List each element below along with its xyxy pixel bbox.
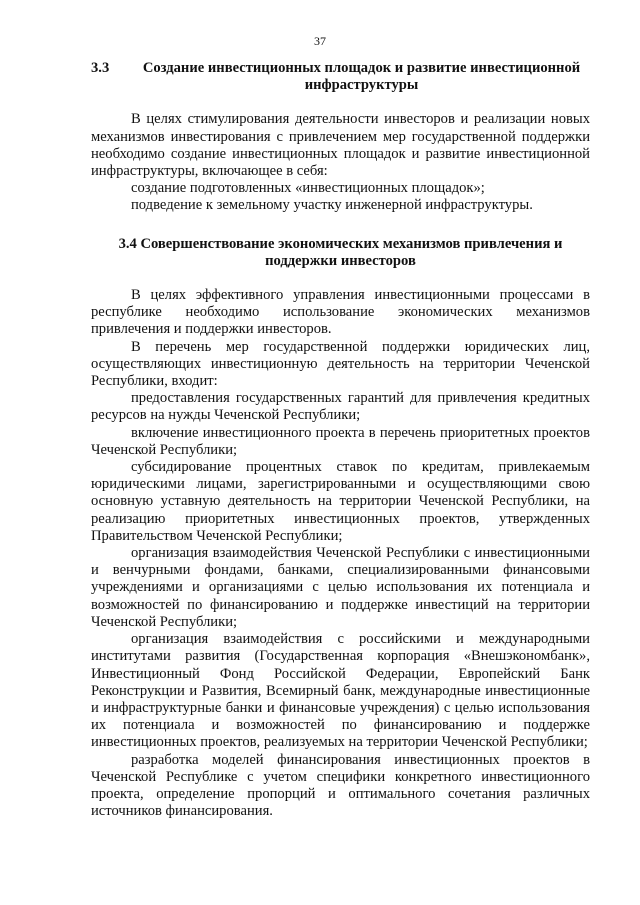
section-3-4-paragraph: В перечень мер государственной поддержки юридических лиц, осуществляющих инвестиционную деятельность на территории Чеченской Республики, входит: — [91, 338, 590, 390]
section-3-3-heading — [91, 60, 590, 94]
section-3-4-paragraph: В целях эффективного управления инвестиционными процессами в республике необходимо использование экономических механизмов привлечения и поддержки инвесторов. — [91, 287, 590, 338]
section-3-4-paragraph: предоставления государственных гарантий для привлечения кредитных ресурсов на нужды Чеченской Республики; — [91, 390, 590, 424]
section-3-4-paragraph: включение инвестиционного проекта в перечень приоритетных проектов Чеченской Республики; — [91, 424, 590, 458]
section-3-3-number: 3.3 — [91, 60, 110, 76]
section-3-3-paragraph: создание подготовленных «инвестиционных площадок»; — [131, 180, 485, 197]
section-3-4-paragraph: разработка моделей финансирования инвестиционных проектов в Чеченской Республике с учетом специфики конкретного инвестиционного проекта, определение пропорций и оптимального сочетания различных источников финансирования. — [91, 751, 590, 820]
section-3-3-paragraph: подведение к земельному участку инженерной инфраструктуры. — [131, 197, 533, 214]
section-3-4-paragraph: субсидирование процентных ставок по кредитам, привлекаемым юридическими лицами, зарегистрированными и осуществляющими свою основную уставную деятельность на территории Чеченской Республики, на реализацию приоритетных инвестиционных проектов, утвержденных Правительством Чеченской Республики; — [91, 459, 590, 544]
section-3-3-paragraph: В целях стимулирования деятельности инвесторов и реализации новых механизмов инвестирования с привлечением мер государственной поддержки необходимо создание инвестиционных площадок и развитие инвестиционной инфраструктуры, включающее в себя: — [91, 111, 590, 180]
section-3-4-heading: 3.4 Совершенствование экономических механизмов привлечения и поддержки инвесторов — [118, 235, 563, 269]
section-3-4-paragraph: организация взаимодействия с российскими и международными институтами развития (Государственная корпорация «Внешэкономбанк», Инвестиционный Фонд Российской Федерации, Европейский Банк Реконструкции и Развития, Всемирный банк, международные инвестиционные и инфраструктурные банки и финансовые учреждения) с целью использования их потенциала и возможностей по финансированию и поддержке инвестиционных проектов, реализуемых на территории Чеченской Республики; — [91, 631, 590, 751]
section-3-3-title: Создание инвестиционных площадок и развитие инвестиционной инфраструктуры — [142, 60, 581, 94]
page-number: 37 — [314, 34, 326, 48]
section-3-4-paragraph: организация взаимодействия Чеченской Республики с инвестиционными и венчурными фондами, банками, специализированными финансовыми учреждениями и организациями с целью использования их потенциала и возможностей по финансированию и поддержке инвестиций на территории Чеченской Республики; — [91, 545, 590, 630]
document-body — [91, 60, 590, 820]
